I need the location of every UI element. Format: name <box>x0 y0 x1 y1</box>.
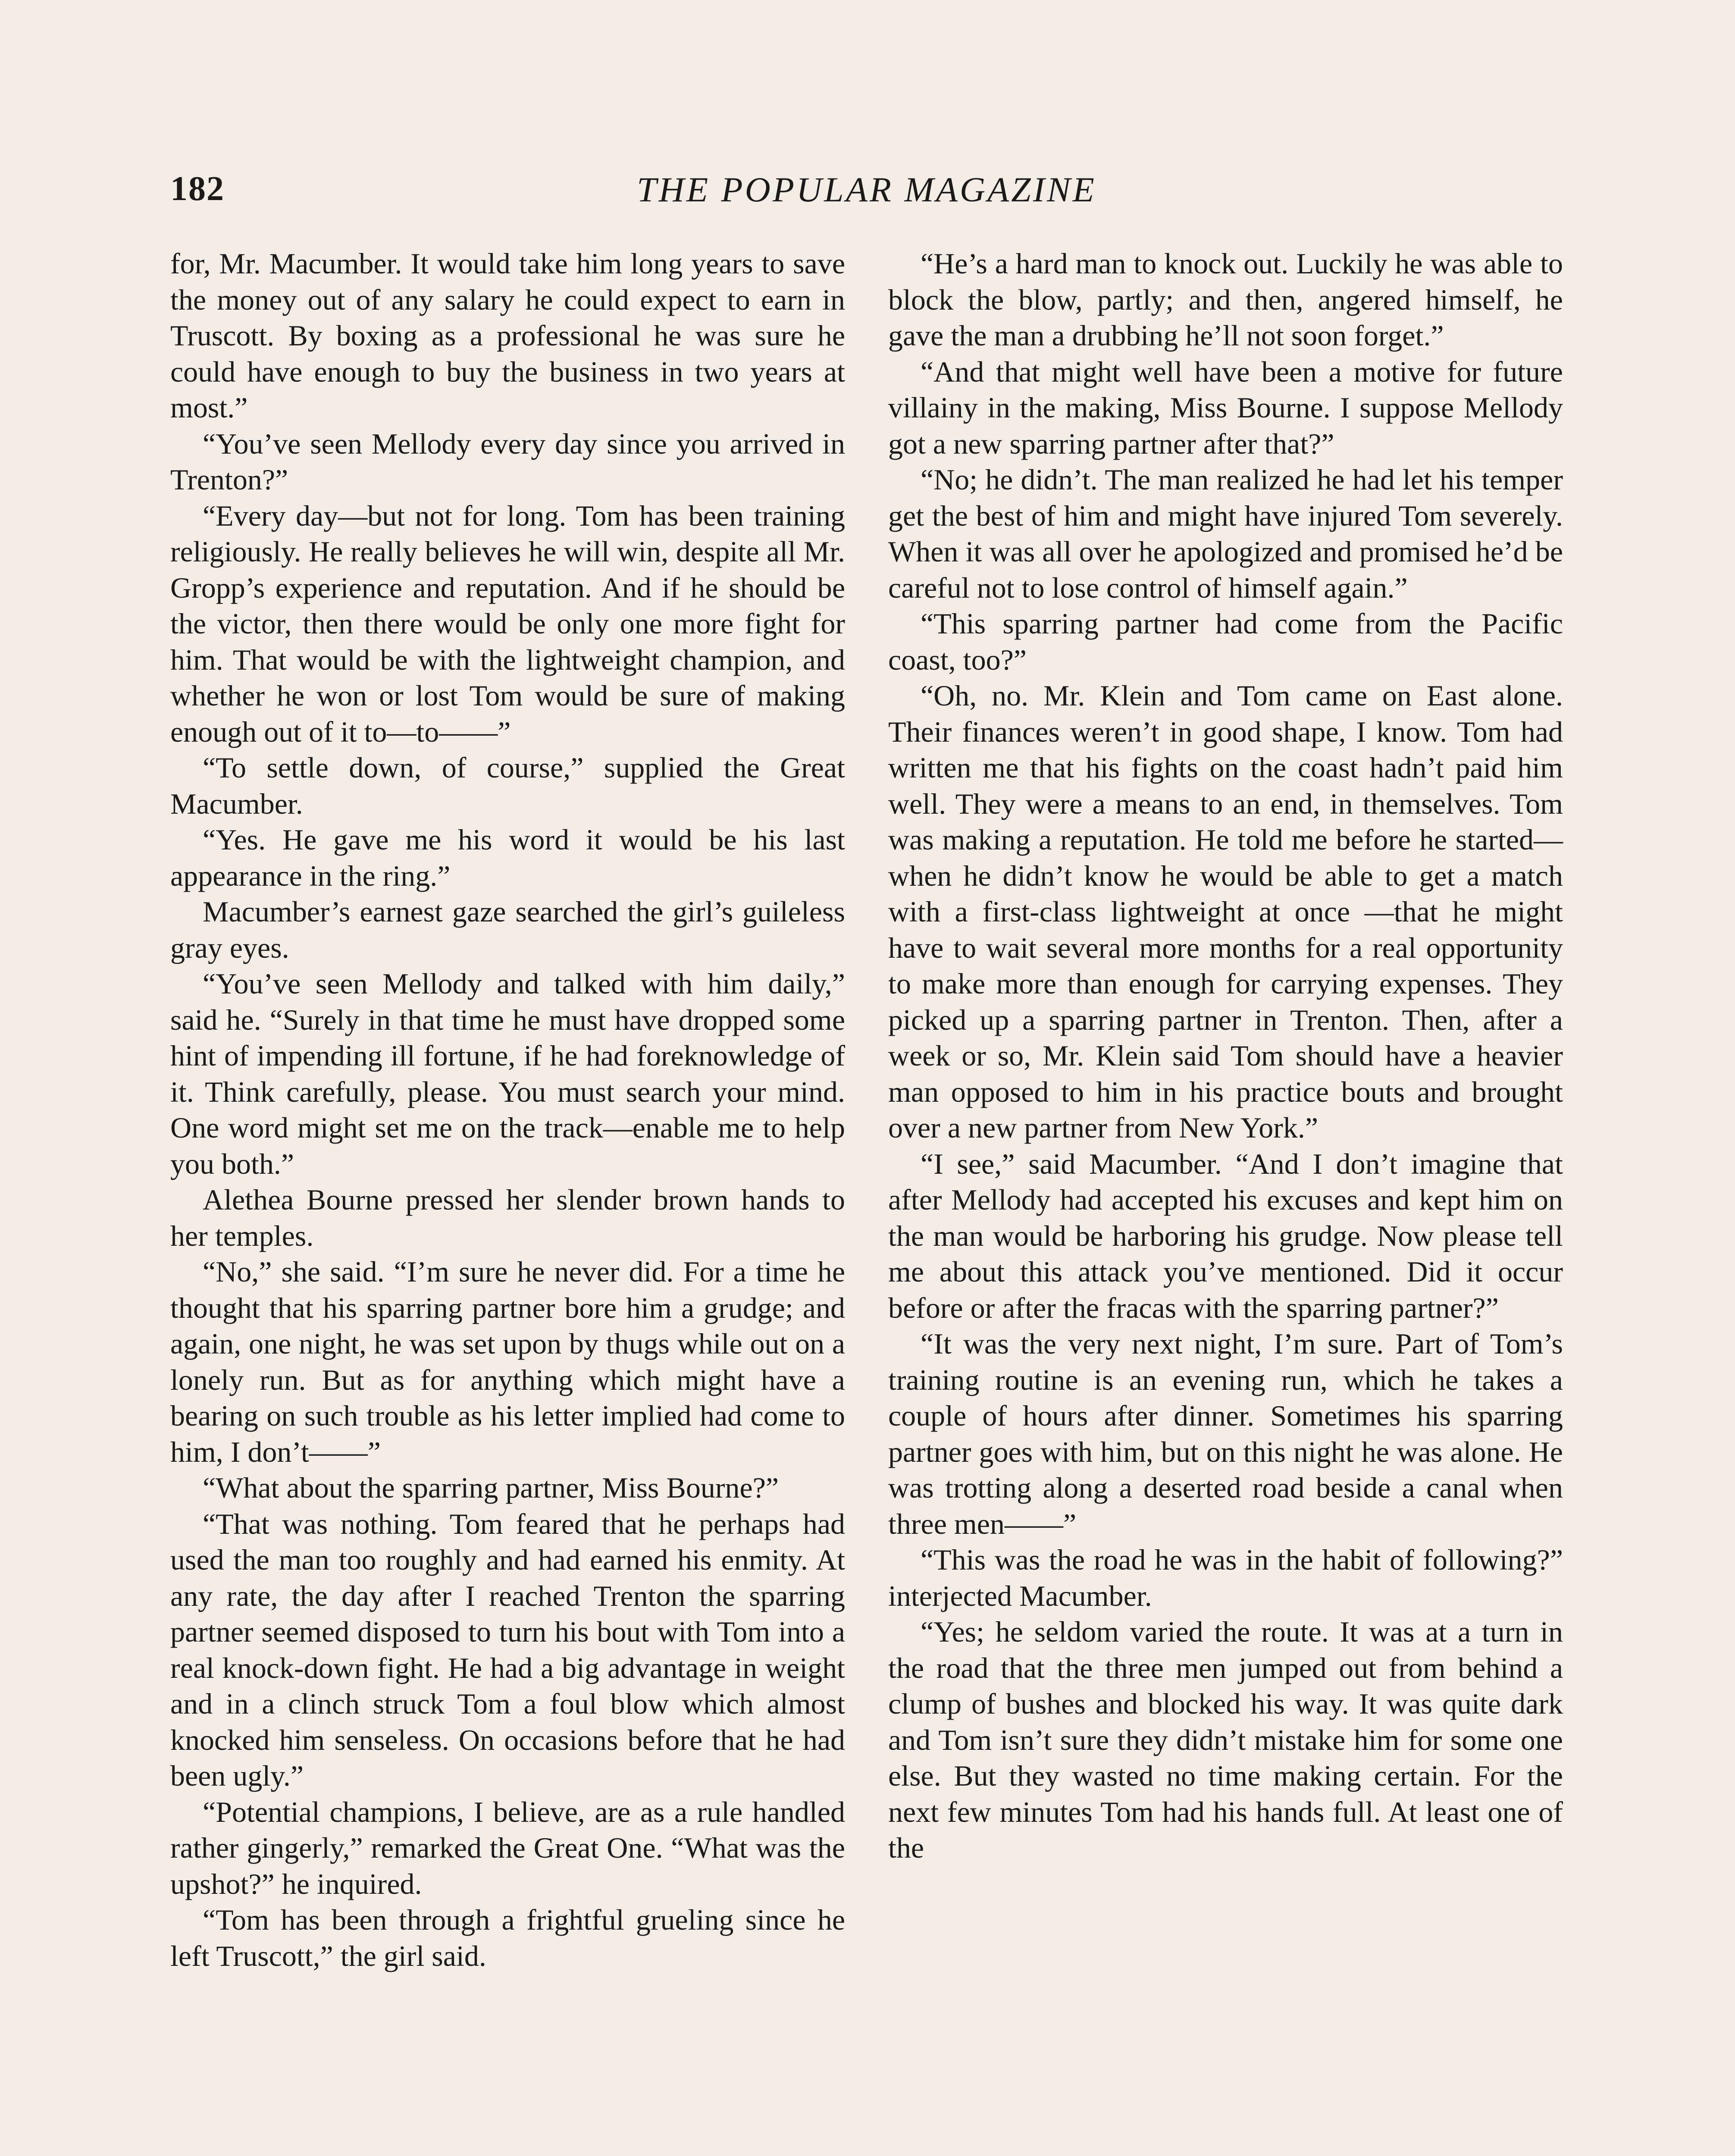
paragraph: “This was the road he was in the habit of following?” interjected Macumber. <box>888 1543 1563 1612</box>
paragraph: “Yes. He gave me his word it would be his last appearance in the ring.” <box>170 823 845 892</box>
paragraph: “This sparring partner had come from the Pacific coast, too?” <box>888 607 1563 676</box>
page-number: 182 <box>170 170 225 208</box>
paragraph: “To settle down, of course,” supplied the Great Macumber. <box>170 751 845 820</box>
paragraph: “No; he didn’t. The man realized he had let his temper get the best of him and might have injured Tom severely. When it was all over he apologized and promised he’d be careful not to lose control of himself again.” <box>888 463 1563 604</box>
paragraph: “No,” she said. “I’m sure he never did. For a time he thought that his sparring partner bore him a grudge; and again, one night, he was set upon by thugs while out on a lonely run. But as for anything which might have a bearing on such trouble as his letter implied had come to him, I don’t——” <box>170 1255 845 1468</box>
paragraph: Macumber’s earnest gaze searched the girl’s guileless gray eyes. <box>170 895 845 964</box>
paragraph: Alethea Bourne pressed her slender brown hands to her temples. <box>170 1183 845 1252</box>
paragraph: “Potential champions, I believe, are as a rule handled rather gingerly,” remarked the Great One. “What was the upshot?” he inquired. <box>170 1795 845 1900</box>
paragraph: “What about the sparring partner, Miss Bourne?” <box>203 1471 779 1504</box>
running-title: THE POPULAR MAGAZINE <box>637 170 1096 209</box>
left-column <box>170 246 845 1974</box>
paragraph: “He’s a hard man to knock out. Luckily he was able to block the blow, partly; and then, angered himself, he gave the man a drubbing he’ll not soon forget.” <box>888 247 1563 352</box>
paragraph: “You’ve seen Mellody every day since you arrived in Trenton?” <box>170 427 845 496</box>
paragraph: “And that might well have been a motive for future villainy in the making, Miss Bourne. I suppose Mellody got a new sparring partner after that?” <box>888 355 1563 460</box>
paragraph: “Oh, no. Mr. Klein and Tom came on East alone. Their finances weren’t in good shape, I know. Tom had written me that his fights on the coast hadn’t paid him well. They were a means to an end, in themselves. Tom was making a reputation. He told me before he started—when he didn’t know he would be able to get a match with a first-class lightweight at once —that he might have to wait several more months for a real opportunity to make more than enough for carrying expenses. They picked up a sparring partner in Trenton. Then, after a week or so, Mr. Klein said Tom should have a heavier man opposed to him in his practice bouts and brought over a new partner from New York.” <box>888 679 1563 1144</box>
paragraph: “I see,” said Macumber. “And I don’t imagine that after Mellody had accepted his excuses and kept him on the man would be harboring his grudge. Now please tell me about this attack you’ve mentioned. Did it occur before or after the fracas with the sparring partner?” <box>888 1147 1563 1324</box>
paragraph: “You’ve seen Mellody and talked with him daily,” said he. “Surely in that time he must have dropped some hint of impending ill fortune, if he had foreknowledge of it. Think carefully, please. You must search your mind. One word might set me on the track—enable me to help you both.” <box>170 967 845 1180</box>
paragraph: “Tom has been through a frightful grueling since he left Truscott,” the girl said. <box>170 1903 845 1972</box>
right-column <box>888 246 1563 1866</box>
paragraph: “Every day—but not for long. Tom has been training religiously. He really believes he will win, despite all Mr. Gropp’s experience and reputation. And if he should be the victor, then there would be only one more fight for him. That would be with the lightweight champion, and whether he won or lost Tom would be sure of making enough out of it to—to——” <box>170 499 845 748</box>
paragraph: for, Mr. Macumber. It would take him long years to save the money out of any salary he could expect to earn in Truscott. By boxing as a professional he was sure he could have enough to buy the business in two years at most.” <box>170 247 845 424</box>
paragraph: “It was the very next night, I’m sure. Part of Tom’s training routine is an evening run, which he takes a couple of hours after dinner. Sometimes his sparring partner goes with him, but on this night he was alone. He was trotting along a deserted road beside a canal when three men——” <box>888 1327 1563 1540</box>
paragraph: “Yes; he seldom varied the route. It was at a turn in the road that the three men jumped out from behind a clump of bushes and blocked his way. It was quite dark and Tom isn’t sure they didn’t mistake him for some one else. But they wasted no time making certain. For the next few minutes Tom had his hands full. At least one of the <box>888 1615 1563 1864</box>
paragraph: “That was nothing. Tom feared that he perhaps had used the man too roughly and had earned his enmity. At any rate, the day after I reached Trenton the sparring partner seemed disposed to turn his bout with Tom into a real knock-down fight. He had a big advantage in weight and in a clinch struck Tom a foul blow which almost knocked him senseless. On occasions before that he had been ugly.” <box>170 1507 845 1792</box>
page-header <box>170 166 1563 226</box>
